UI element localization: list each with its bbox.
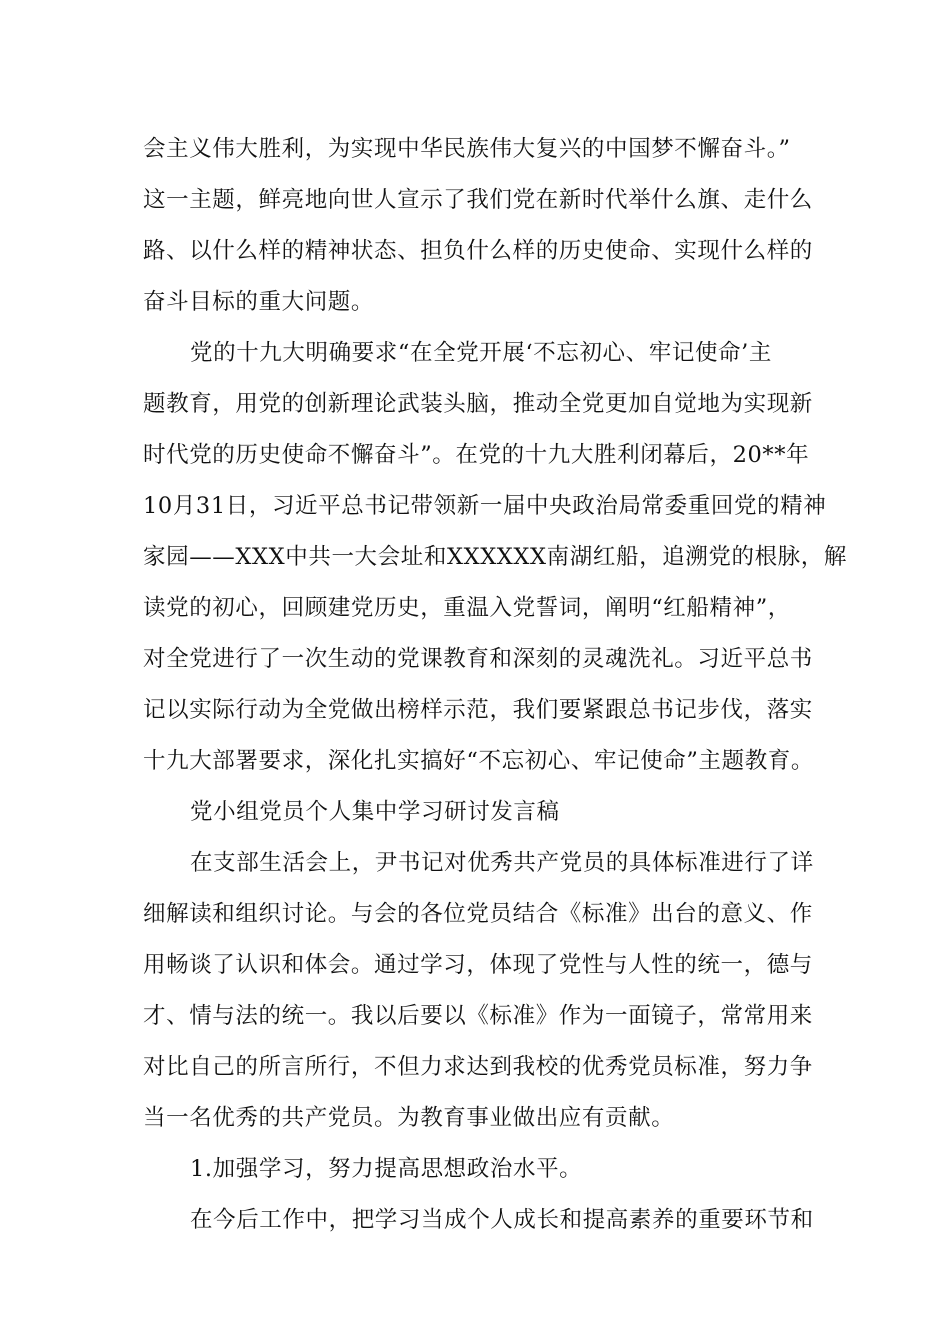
text-line: 在今后工作中，把学习当成个人成长和提高素养的重要环节和 — [190, 1207, 814, 1233]
text-line: 十九大部署要求，深化扎实搞好“不忘初心、牢记使命”主题教育。 — [143, 748, 815, 774]
text-line: 读党的初心，回顾建党历史，重温入党誓词，阐明“红船精神”， — [143, 595, 791, 621]
text-line: 会主义伟大胜利，为实现中华民族伟大复兴的中国梦不懈奋斗。” — [143, 136, 791, 162]
text-line: 10月31日，习近平总书记带领新一届中央政治局常委重回党的精神 — [143, 493, 827, 519]
text-line: 才、情与法的统一。我以后要以《标准》作为一面镜子，常常用来 — [143, 1003, 813, 1029]
text-line: 党的十九大明确要求“在全党开展‘不忘初心、牢记使命’主 — [190, 340, 773, 366]
text-line: 题教育，用党的创新理论武装头脑，推动全党更加自觉地为实现新 — [143, 391, 813, 417]
text-line: 在支部生活会上，尹书记对优秀共产党员的具体标准进行了详 — [190, 850, 814, 876]
text-line: 记以实际行动为全党做出榜样示范，我们要紧跟总书记步伐，落实 — [143, 697, 813, 723]
section-heading: 党小组党员个人集中学习研讨发言稿 — [190, 799, 560, 825]
text-line: 当一名优秀的共产党员。为教育事业做出应有贡献。 — [143, 1105, 675, 1131]
text-line: 对全党进行了一次生动的党课教育和深刻的灵魂洗礼。习近平总书 — [143, 646, 813, 672]
text-line: 时代党的历史使命不懈奋斗”。在党的十九大胜利闭幕后，20**年 — [143, 442, 810, 468]
text-line: 用畅谈了认识和体会。通过学习，体现了党性与人性的统一，德与 — [143, 952, 813, 978]
text-line: 家园——XXX中共一大会址和XXXXXX南湖红船，追溯党的根脉，解 — [143, 544, 847, 570]
text-line: 奋斗目标的重大问题。 — [143, 289, 375, 315]
text-line: 细解读和组织讨论。与会的各位党员结合《标准》出台的意义、作 — [143, 901, 813, 927]
text-line: 路、以什么样的精神状态、担负什么样的历史使命、实现什么样的 — [143, 238, 813, 264]
text-line: 这一主题，鲜亮地向世人宣示了我们党在新时代举什么旗、走什么 — [143, 187, 813, 213]
text-line: 对比自己的所言所行，不但力求达到我校的优秀党员标准，努力争 — [143, 1054, 813, 1080]
numbered-point: 1.加强学习，努力提高思想政治水平。 — [190, 1156, 583, 1182]
